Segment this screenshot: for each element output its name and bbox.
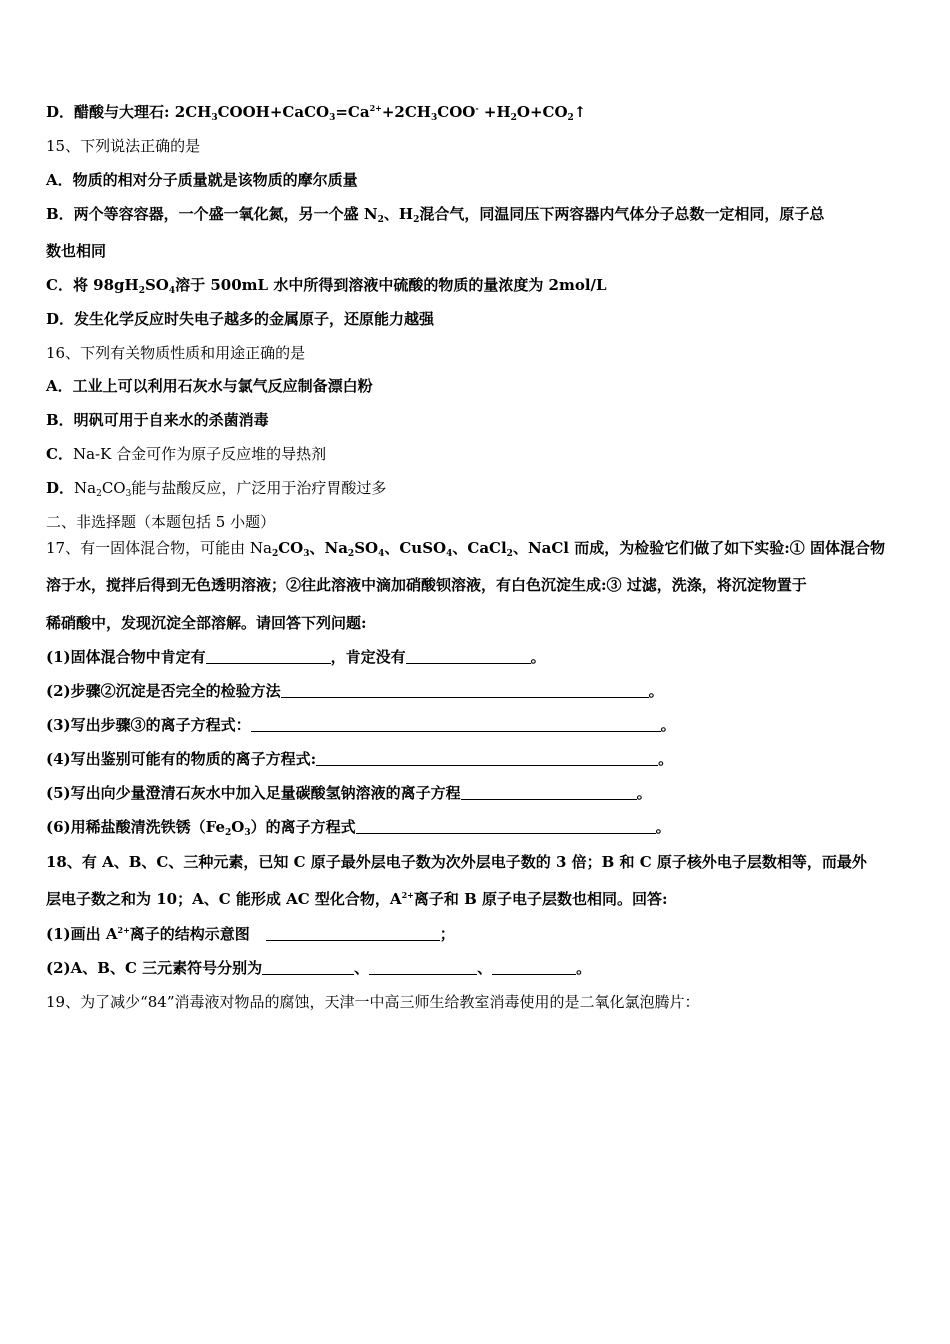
q19-line-1: 19、为了减少“84”消毒液对物品的腐蚀，天津一中高三师生给教室消毒使用的是二氧化氯泡腾片： [46, 993, 700, 1011]
answer-blank[interactable] [406, 649, 531, 664]
q17-line-1: 17、有一固体混合物，可能由 $Na_2CO_3$、$Na_2SO_4$、CuSO$_4$、CaCl$_2$、NaCl 而成，为检验它们做了如下实验:① 固体混合物 [46, 539, 885, 559]
q17-line-2: 溶于水，搅拌后得到无色透明溶液；②往此溶液中滴加硝酸钡溶液，有白色沉淀生成:③ 过滤，洗涤，将沉淀物置于 [46, 576, 807, 594]
q18-line-2: 层电子数之和为 10；A、C 能形成 AC 型化合物，$A^{2+}$离子和 B 原子电子层数也相同。回答: [46, 890, 668, 908]
q18-part-2: (2)A、B、C 三元素符号分别为 、 、 。 [46, 959, 592, 977]
section-heading: 二、非选择题（本题包括 5 小题） [46, 513, 276, 531]
answer-blank[interactable] [461, 785, 637, 800]
q15-option-c: C．将 $98gH_2SO_4$溶于 500mL 水中所得到溶液中硫酸的物质的量浓度为 2mol/L [46, 276, 607, 296]
answer-blank[interactable] [316, 751, 658, 766]
answer-blank[interactable] [251, 717, 661, 732]
q17-part-6: (6)用稀盐酸清洗铁锈$(Fe_2O_3)$的离子方程式 。 [46, 818, 671, 838]
q16-option-a: A．工业上可以利用石灰水与氯气反应制备漂白粉 [46, 377, 373, 395]
q17-line-3: 稀硝酸中，发现沉淀全部溶解。请回答下列问题: [46, 614, 367, 632]
q17-part-4: (4)写出鉴别可能有的物质的离子方程式: 。 [46, 750, 674, 768]
q15-stem: 15、下列说法正确的是 [46, 137, 201, 155]
q16-option-d: D．$Na_2CO_3$能与盐酸反应，广泛用于治疗胃酸过多 [46, 479, 387, 499]
q17-part-5: (5)写出向少量澄清石灰水中加入足量碳酸氢钠溶液的离子方程 。 [46, 784, 652, 802]
answer-blank[interactable] [206, 649, 331, 664]
q15-option-a: A．物质的相对分子质量就是该物质的摩尔质量 [46, 171, 358, 189]
q18-line-1: 18、有 A、B、C、三种元素，已知 C 原子最外层电子数为次外层电子数的 3 倍；B 和 C 原子核外电子层数相等，而最外 [46, 853, 867, 871]
answer-blank[interactable] [356, 819, 656, 834]
q18-part-1: (1)画出 $A^{2+}$离子的结构示意图 ； [46, 925, 455, 943]
answer-blank[interactable] [369, 960, 477, 975]
q14-option-d: D．醋酸与大理石: $2CH_3COOH+CaCO_3=Ca^{2+}+2CH_3COO^-$ $+H_2O+CO_2↑$ [46, 103, 587, 123]
answer-blank[interactable] [262, 960, 354, 975]
q17-part-2: (2)步骤②沉淀是否完全的检验方法 。 [46, 682, 664, 700]
answer-blank[interactable] [266, 926, 440, 941]
q16-option-b: B．明矾可用于自来水的杀菌消毒 [46, 411, 269, 429]
answer-blank[interactable] [281, 683, 649, 698]
q15-option-d: D．发生化学反应时失电子越多的金属原子，还原能力越强 [46, 310, 435, 328]
q16-stem: 16、下列有关物质性质和用途正确的是 [46, 344, 306, 362]
q17-part-3: (3)写出步骤③的离子方程式： 。 [46, 716, 676, 734]
q15-option-b: B．两个等容容器，一个盛一氧化氮，另一个盛 $N_2$、$H_2$混合气，同温同压下两容器内气体分子总数一定相同，原子总 [46, 205, 825, 225]
answer-blank[interactable] [492, 960, 576, 975]
q15-option-b-cont: 数也相同 [46, 242, 107, 260]
q17-part-1: (1)固体混合物中肯定有 ，肯定没有 。 [46, 648, 546, 666]
q16-option-c: C．Na-K 合金可作为原子反应堆的导热剂 [46, 445, 327, 463]
